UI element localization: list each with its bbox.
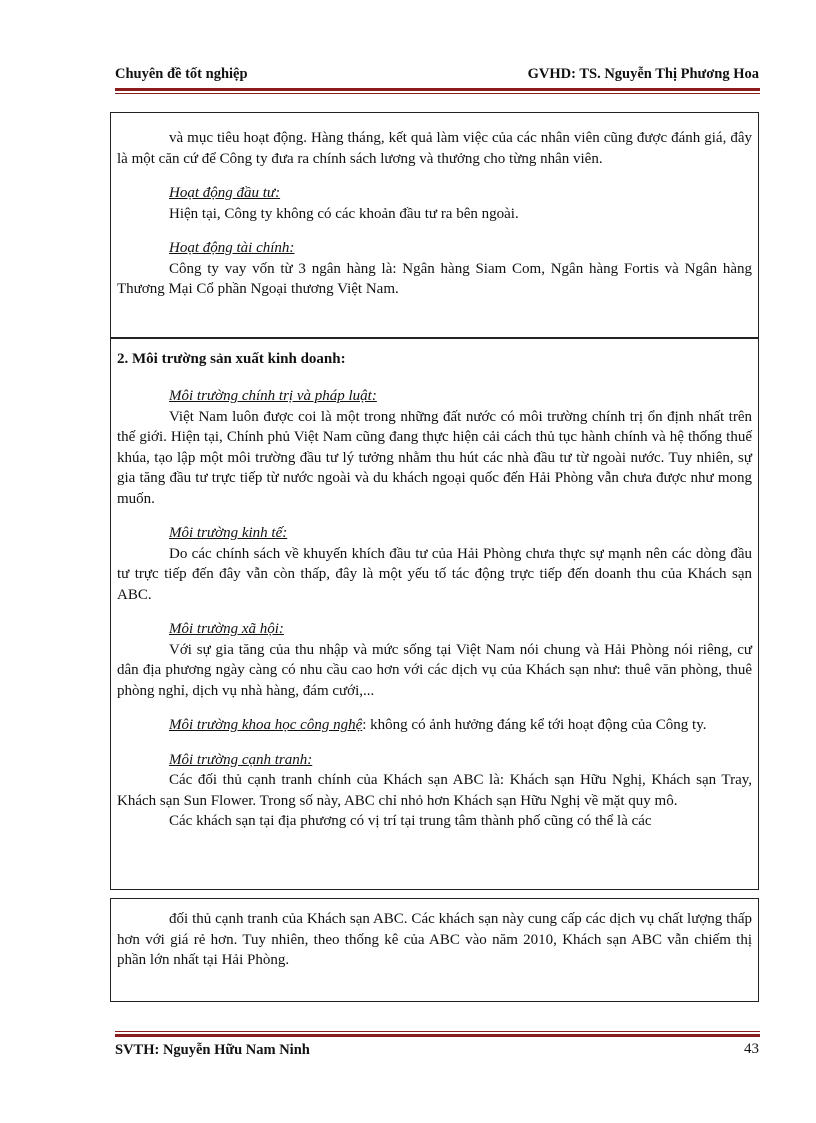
paragraph-technology bbox=[117, 715, 752, 736]
footer-rule-thin bbox=[115, 1031, 760, 1032]
paragraph-economic: Do các chính sách về khuyến khích đầu tư của Hải Phòng chưa thực sự mạnh nên các dòng đầu tư trực tiếp đến đây vẫn còn thấp, đây là một yếu tố tác động trực tiếp đến doanh thu của Khách sạn ABC. bbox=[117, 545, 752, 603]
page-header bbox=[115, 66, 759, 88]
heading-political: Môi trường chính trị và pháp luật: bbox=[169, 388, 377, 404]
heading-technology: Môi trường khoa học công nghệ bbox=[169, 717, 363, 733]
paragraph-competition-1: Các đối thủ cạnh tranh chính của Khách sạn ABC là: Khách sạn Hữu Nghị, Khách sạn Tray, Khách sạn Sun Flower. Trong số này, ABC chỉ nhỏ hơn Khách sạn Hữu Nghị về mặt quy mô. bbox=[117, 772, 752, 809]
heading-social: Môi trường xã hội: bbox=[169, 621, 284, 637]
text-box-1 bbox=[110, 112, 759, 338]
heading-finance: Hoạt động tài chính: bbox=[169, 240, 295, 256]
paragraph-competition-2: Các khách sạn tại địa phương có vị trí tại trung tâm thành phố cũng có thể là các bbox=[169, 813, 652, 829]
paragraph-competition-continued: đối thủ cạnh tranh của Khách sạn ABC. Các khách sạn này cung cấp các dịch vụ chất lượng thấp hơn với giá rẻ hơn. Tuy nhiên, theo thống kê của ABC vào năm 2010, Khách sạn ABC vẫn chiếm thị phần lớn nhất tại Hải Phòng. bbox=[117, 911, 752, 968]
paragraph-investment: Hiện tại, Công ty không có các khoản đầu tư ra bên ngoài. bbox=[169, 205, 519, 222]
section-title: 2. Môi trường sản xuất kinh doanh: bbox=[117, 351, 346, 367]
header-thesis-title: Chuyên đề tốt nghiệp bbox=[115, 66, 248, 82]
heading-economic: Môi trường kinh tế: bbox=[169, 525, 288, 541]
text-technology: : không có ảnh hưởng đáng kể tới hoạt động của Công ty. bbox=[362, 717, 707, 733]
paragraph-social: Với sự gia tăng của thu nhập và mức sống tại Việt Nam nói chung và Hải Phòng nói riêng, cư dân địa phương ngày càng có nhu cầu cao hơn với các dịch vụ của Khách sạn như: thuê văn phòng, thuê phòng nghỉ, dịch vụ nhà hàng, đám cưới,... bbox=[117, 641, 752, 699]
paragraph-finance: Công ty vay vốn từ 3 ngân hàng là: Ngân hàng Siam Com, Ngân hàng Fortis và Ngân hàng Thương Mại Cổ phần Ngoại thương Việt Nam. bbox=[117, 260, 752, 297]
heading-investment: Hoạt động đầu tư: bbox=[169, 185, 281, 201]
page-footer bbox=[115, 1042, 759, 1064]
text-box-3 bbox=[110, 898, 759, 1002]
heading-competition: Môi trường cạnh tranh: bbox=[169, 751, 313, 768]
header-rule-thick bbox=[115, 88, 760, 91]
header-advisor: GVHD: TS. Nguyễn Thị Phương Hoa bbox=[527, 66, 759, 82]
paragraph-political: Việt Nam luôn được coi là một trong những đất nước có môi trường chính trị ổn định nhất trên thế giới. Hiện tại, Chính phủ Việt Nam cũng đang thực hiện cải cách thủ tục hành chính và hệ thống thuế khúa, tạo lập một môi trường đầu tư lý tưởng nhằm thu hút các nhà đầu tư từ ngoài nước. Tuy nhiên, sự gia tăng đầu tư trực tiếp từ nước ngoài và du khách ngoại quốc đến Hải Phòng vẫn chưa được như mong muốn. bbox=[117, 408, 752, 507]
page-number: 43 bbox=[744, 1041, 759, 1057]
paragraph-evaluation: và mục tiêu hoạt động. Hàng tháng, kết quả làm việc của các nhân viên cũng được đánh giá, đây là một căn cứ để Công ty đưa ra chính sách lương và thưởng cho từng nhân viên. bbox=[117, 130, 752, 167]
text-box-2 bbox=[110, 338, 759, 890]
footer-rule-thick bbox=[115, 1034, 760, 1037]
header-rule-thin bbox=[115, 93, 760, 94]
footer-student: SVTH: Nguyễn Hữu Nam Ninh bbox=[115, 1042, 310, 1058]
